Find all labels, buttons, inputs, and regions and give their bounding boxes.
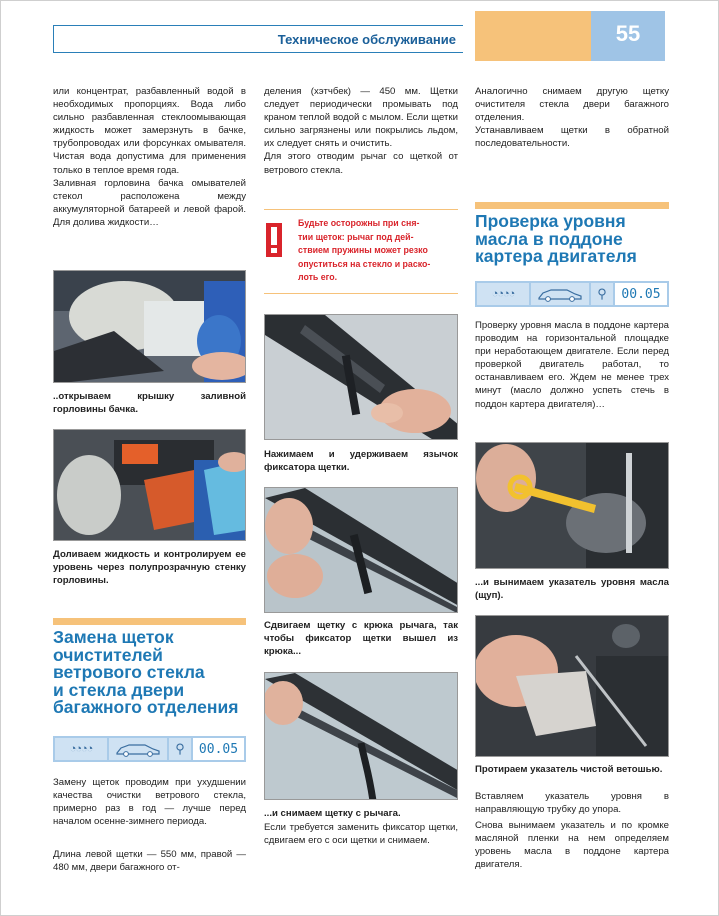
photo-filling-fluid xyxy=(53,429,246,541)
col1-intro-paragraph: или концентрат, разбавленный водой в необходимых пропорциях. Вода либо сильно разбавленная стеклоомывающая жидкость может замерзнуть в бачке, трубопроводах или форсунках омывателя. Чистая вода допустима для применения только в теплое время года. xyxy=(53,86,246,176)
warning-line: тии щеток: рычаг под дей- xyxy=(298,231,414,242)
warning-line: Будьте осторожны при сня- xyxy=(298,218,420,228)
col2-body: Если требуется заменить фиксатор щетки, сдвигаем его с оси щетки и снимаем. xyxy=(264,822,458,847)
section-header-title: Техническое обслуживание xyxy=(277,32,456,47)
warning-line: ствием пружины может резко xyxy=(298,245,428,255)
warning-exclamation-icon xyxy=(266,223,282,257)
section-title-oil xyxy=(475,213,669,266)
section-title-wipers-line: ветрового стекла xyxy=(53,662,205,682)
header-orange-block xyxy=(475,11,591,61)
person-icon: ⚲ xyxy=(591,283,613,305)
col3-caption-1: ...и вынимаем указатель уровня масла (щуп). xyxy=(475,577,669,602)
section-title-wipers-line: очистителей xyxy=(53,644,163,665)
warning-line: опуститься на стекло и раско- xyxy=(298,258,431,269)
photo-remove-wiper xyxy=(264,672,458,800)
col3-body-3: Снова вынимаем указатель и по кромке масляной пленки на нем определяем уровень масла в поддоне картера двигателя. xyxy=(475,820,669,871)
photo-slide-wiper xyxy=(264,487,458,613)
col1-caption-2: Доливаем жидкость и контролируем ее уровень через полупрозрачную стенку горловины. xyxy=(53,549,246,587)
col2-caption-1: Нажимаем и удерживаем язычок фиксатора щетки. xyxy=(264,449,458,474)
warning-text xyxy=(298,217,458,285)
col1-body-2: Длина левой щетки — 550 мм, правой — 480 мм, двери багажного от- xyxy=(53,849,246,874)
photo-dipstick xyxy=(475,442,669,569)
warning-top-rule xyxy=(264,209,458,210)
warning-bottom-rule xyxy=(264,293,458,294)
section-title-oil-line: картера двигателя xyxy=(475,246,637,266)
section-title-oil-line: Проверка уровня xyxy=(475,211,626,231)
person-icon: ⚲ xyxy=(169,738,191,760)
section-title-wipers-line: Замена щеток xyxy=(53,627,174,647)
photo-washer-cap xyxy=(53,270,246,383)
page-number: 55 xyxy=(615,21,641,46)
column-3 xyxy=(475,85,669,150)
maintenance-strip-wipers xyxy=(53,736,246,762)
time-readout: 00.05 xyxy=(615,283,667,305)
section-title-wipers-line: и стекла двери xyxy=(53,679,185,700)
col2-intro-paragraph: деления (хэтчбек) — 450 мм. Щетки следует периодически промывать под краном теплой водой с мылом. Если щетки сильно загрязнены или покрылись льдом, их следует снять и очистить. xyxy=(264,86,458,150)
photo-press-latch xyxy=(264,314,458,440)
col3-install-paragraph: Устанавливаем щетки в обратной последовательности. xyxy=(475,125,669,150)
maintenance-strip-oil xyxy=(475,281,669,307)
tools-icon: ◔◔◔◔ xyxy=(477,283,529,305)
col2-caption-3: ...и снимаем щетку с рычага. xyxy=(264,808,401,819)
section-bar-wipers xyxy=(53,618,246,625)
col3-intro-paragraph: Аналогично снимаем другую щетку очистителя стекла двери багажного отделения. xyxy=(475,86,669,124)
column-1 xyxy=(53,85,246,229)
tools-icon: ◔◔◔◔ xyxy=(55,738,107,760)
col3-body-2: Вставляем указатель уровня в направляющую трубку до упора. xyxy=(475,791,669,816)
section-title-wipers xyxy=(53,629,246,717)
col2-lever-paragraph: Для этого отводим рычаг со щеткой от ветрового стекла. xyxy=(264,151,458,176)
col2-caption-2: Сдвигаем щетку с крюка рычага, так чтобы фиксатор щетки вышел из крюка... xyxy=(264,620,458,658)
col3-body: Проверку уровня масла в поддоне картера проводим на горизонтальной площадке при неработающем двигателе. Если перед проверкой двигатель работал, то останавливаем его. Ждем не менее трех минут (масло должно успеть стечь в поддон картера двигателя)… xyxy=(475,320,669,410)
warning-line: лоть его. xyxy=(298,272,338,282)
col1-filler-paragraph: Заливная горловина бачка омывателей стекол расположена между аккумуляторной батареей и левой фарой. Для долива жидкости… xyxy=(53,177,246,228)
column-2 xyxy=(264,85,458,177)
col1-body-1: Замену щеток проводим при ухудшении качества очистки ветрового стекла, примерно раз в год — лучше перед началом осенне-зимнего периода. xyxy=(53,777,246,828)
section-title-wipers-line: багажного отделения xyxy=(53,697,239,717)
car-icon xyxy=(531,283,589,305)
section-title-oil-line: масла в поддоне xyxy=(475,228,623,249)
section-bar-oil xyxy=(475,202,669,209)
col1-caption-1: ..открываем крышку заливной горловины бачка. xyxy=(53,391,246,416)
time-readout: 00.05 xyxy=(193,738,244,760)
car-icon xyxy=(109,738,167,760)
photo-wipe-dipstick xyxy=(475,615,669,757)
col3-caption-2: Протираем указатель чистой ветошью. xyxy=(475,764,663,775)
